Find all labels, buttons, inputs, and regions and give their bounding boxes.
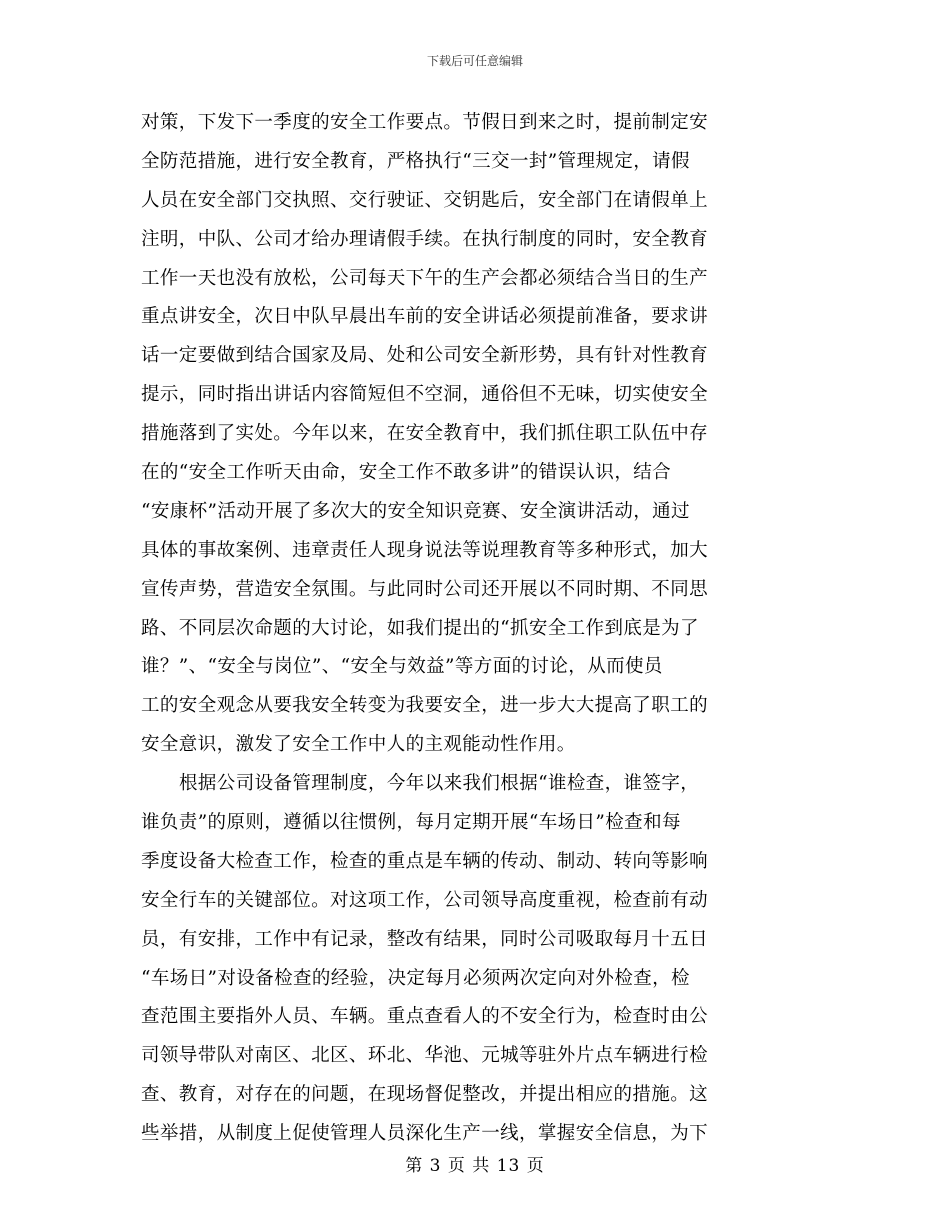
text-line: 措施落到了实处。今年以来，在安全教育中，我们抓住职工队伍中存 — [141, 423, 709, 445]
text-line: 全防范措施，进行安全教育，严格执行“三交一封”管理规定，请假 — [141, 150, 690, 172]
text-line: 谁负责”的原则，遵循以往惯例，每月定期开展“车场日”检查和每 — [141, 812, 681, 834]
paragraph — [141, 765, 813, 1154]
text-line: 人员在安全部门交执照、交行驶证、交钥匙后，安全部门在请假单上 — [141, 189, 709, 211]
page-header: 下载后可任意编辑 — [426, 54, 523, 68]
text-line: 安全行车的关键部位。对这项工作，公司领导高度重视，检查前有动 — [141, 889, 709, 911]
text-line: 工的安全观念从要我安全转变为我要安全，进一步大大提高了职工的 — [141, 695, 709, 717]
text-line: 查范围主要指外人员、车辆。重点查看人的不安全行为，检查时由公 — [141, 1006, 709, 1028]
text-line: 对策，下发下一季度的安全工作要点。节假日到来之时，提前制定安 — [141, 112, 709, 133]
text-line: 话一定要做到结合国家及局、处和公司安全新形势，具有针对性教育 — [141, 345, 709, 367]
text-line: “安康杯”活动开展了多次大的安全知识竞赛、安全演讲活动，通过 — [141, 500, 690, 522]
text-line: 安全意识，激发了安全工作中人的主观能动性作用。 — [141, 734, 576, 756]
text-line: 在的“安全工作听天由命，安全工作不敢多讲”的错误认识，结合 — [141, 462, 672, 484]
text-line: 根据公司设备管理制度，今年以来我们根据“谁检查，谁签字， — [179, 773, 700, 795]
text-line: 注明，中队、公司才给办理请假手续。在执行制度的同时，安全教育 — [141, 228, 709, 250]
text-line: 工作一天也没有放松，公司每天下午的生产会都必须结合当日的生产 — [141, 267, 709, 289]
text-line: 查、教育，对存在的问题，在现场督促整改，并提出相应的措施。这 — [141, 1084, 709, 1106]
text-line: 些举措，从制度上促使管理人员深化生产一线，掌握安全信息，为下 — [141, 1123, 709, 1145]
text-line: 重点讲安全，次日中队早晨出车前的安全讲话必须提前准备，要求讲 — [141, 306, 709, 328]
paragraph — [141, 104, 813, 765]
text-line: 具体的事故案例、违章责任人现身说法等说理教育等多种形式，加大 — [141, 539, 709, 561]
body-text — [141, 104, 813, 1154]
text-line: 路、不同层次命题的大讨论，如我们提出的“抓安全工作到底是为了 — [141, 617, 699, 639]
text-line: 员，有安排，工作中有记录，整改有结果，同时公司吸取每月十五日 — [141, 928, 709, 950]
text-line: 提示，同时指出讲话内容简短但不空洞，通俗但不无味，切实使安全 — [141, 384, 709, 406]
page-footer: 第 3 页 共 13 页 — [405, 1156, 545, 1176]
text-line: 宣传声势，营造安全氛围。与此同时公司还开展以不同时期、不同思 — [141, 578, 709, 600]
text-line: 季度设备大检查工作，检查的重点是车辆的传动、制动、转向等影响 — [141, 850, 709, 872]
text-line: 谁？”、“安全与岗位”、“安全与效益”等方面的讨论，从而使员 — [141, 656, 663, 678]
text-line: “车场日”对设备检查的经验，决定每月必须两次定向对外检查，检 — [141, 967, 690, 989]
text-line: 司领导带队对南区、北区、环北、华池、元城等驻外片点车辆进行检 — [141, 1045, 709, 1067]
